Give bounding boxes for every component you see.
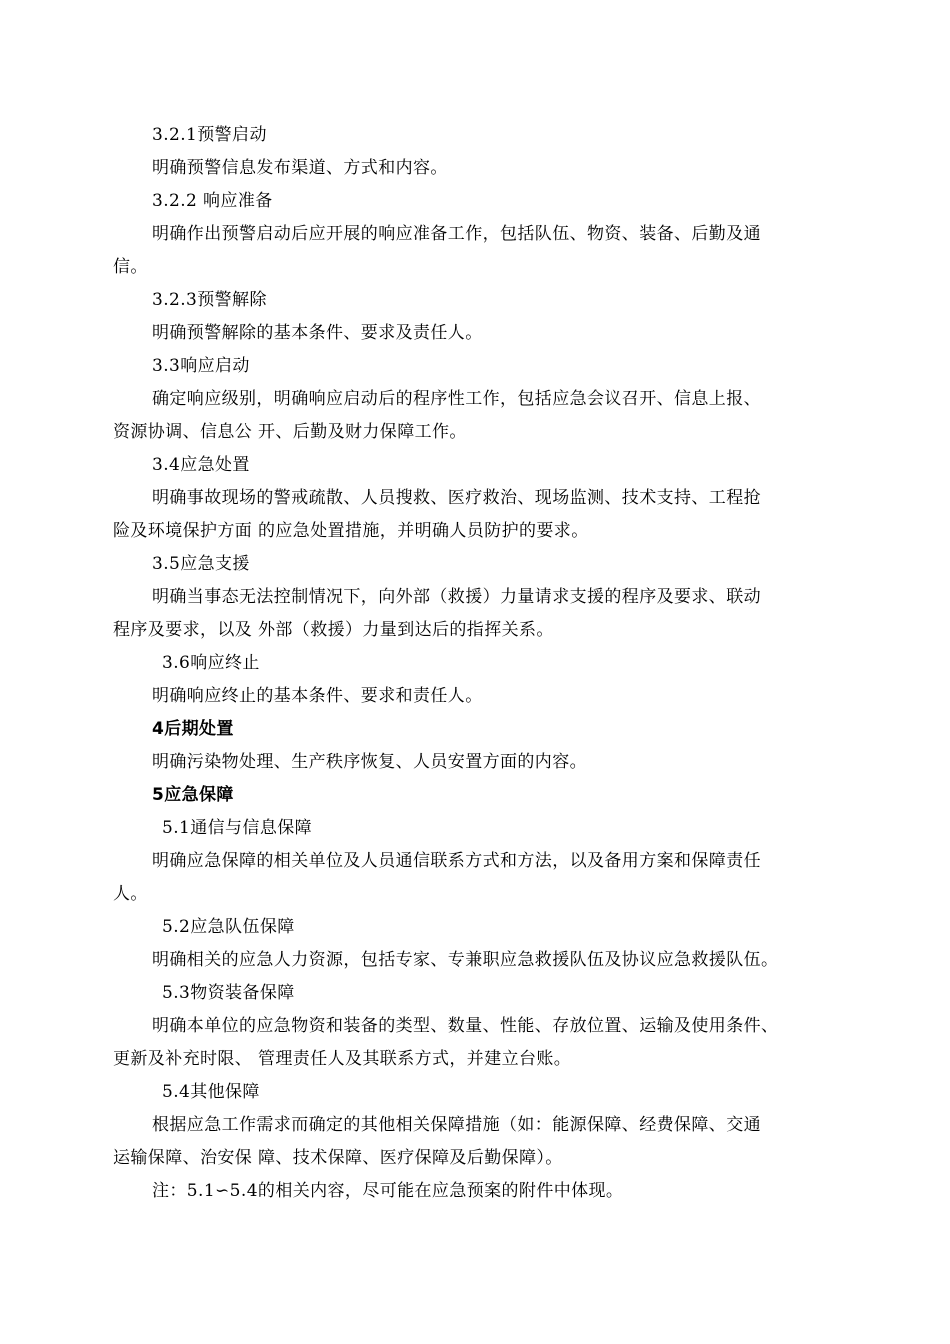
subheading-5-2: 5.2应急队伍保障 [162,917,295,937]
paragraph-line: 险及环境保护方面 的应急处置措施，并明确人员防护的要求。 [113,521,589,541]
paragraph-line: 程序及要求，以及 外部（救援）力量到达后的指挥关系。 [113,620,554,640]
note-line: 注：5.1∽5.4的相关内容，尽可能在应急预案的附件中体现。 [152,1181,624,1201]
paragraph-line: 更新及补充时限、 管理责任人及其联系方式，并建立台账。 [113,1049,572,1069]
paragraph-line: 明确相关的应急人力资源，包括专家、专兼职应急救援队伍及协议应急救援队伍。 [152,950,779,970]
paragraph-line: 明确当事态无法控制情况下，向外部（救援）力量请求支援的程序及要求、联动 [152,587,761,607]
paragraph-line: 明确预警解除的基本条件、要求及责任人。 [152,323,483,343]
paragraph-line: 明确应急保障的相关单位及人员通信联系方式和方法，以及备用方案和保障责任 [152,851,761,871]
paragraph-line: 确定响应级别，明确响应启动后的程序性工作，包括应急会议召开、信息上报、 [152,389,761,409]
subheading-3-2-2: 3.2.2 响应准备 [152,191,273,211]
subheading-3-6: 3.6响应终止 [162,653,260,673]
paragraph-line: 明确事故现场的警戒疏散、人员搜救、医疗救治、现场监测、技术支持、工程抢 [152,488,761,508]
subheading-3-2-3: 3.2.3预警解除 [152,290,267,310]
subheading-3-5: 3.5应急支援 [152,554,250,574]
paragraph-line: 人。 [113,884,148,904]
subheading-3-2-1: 3.2.1预警启动 [152,125,267,145]
section-heading-5: 5应急保障 [152,785,234,805]
paragraph-line: 明确污染物处理、生产秩序恢复、人员安置方面的内容。 [152,752,587,772]
subheading-5-3: 5.3物资装备保障 [162,983,295,1003]
subheading-5-1: 5.1通信与信息保障 [162,818,313,838]
paragraph-line: 明确预警信息发布渠道、方式和内容。 [152,158,448,178]
subheading-3-3: 3.3响应启动 [152,356,250,376]
paragraph-line: 信。 [113,257,148,277]
paragraph-line: 明确作出预警启动后应开展的响应准备工作，包括队伍、物资、装备、后勤及通 [152,224,761,244]
paragraph-line: 明确本单位的应急物资和装备的类型、数量、性能、存放位置、运输及使用条件、 [152,1016,779,1036]
paragraph-line: 明确响应终止的基本条件、要求和责任人。 [152,686,483,706]
subheading-3-4: 3.4应急处置 [152,455,250,475]
section-heading-4: 4后期处置 [152,719,234,739]
paragraph-line: 运输保障、治安保 障、技术保障、医疗保障及后勤保障）。 [113,1148,563,1168]
subheading-5-4: 5.4其他保障 [162,1082,260,1102]
paragraph-line: 资源协调、信息公 开、后勤及财力保障工作。 [113,422,467,442]
paragraph-line: 根据应急工作需求而确定的其他相关保障措施（如：能源保障、经费保障、交通 [152,1115,761,1135]
